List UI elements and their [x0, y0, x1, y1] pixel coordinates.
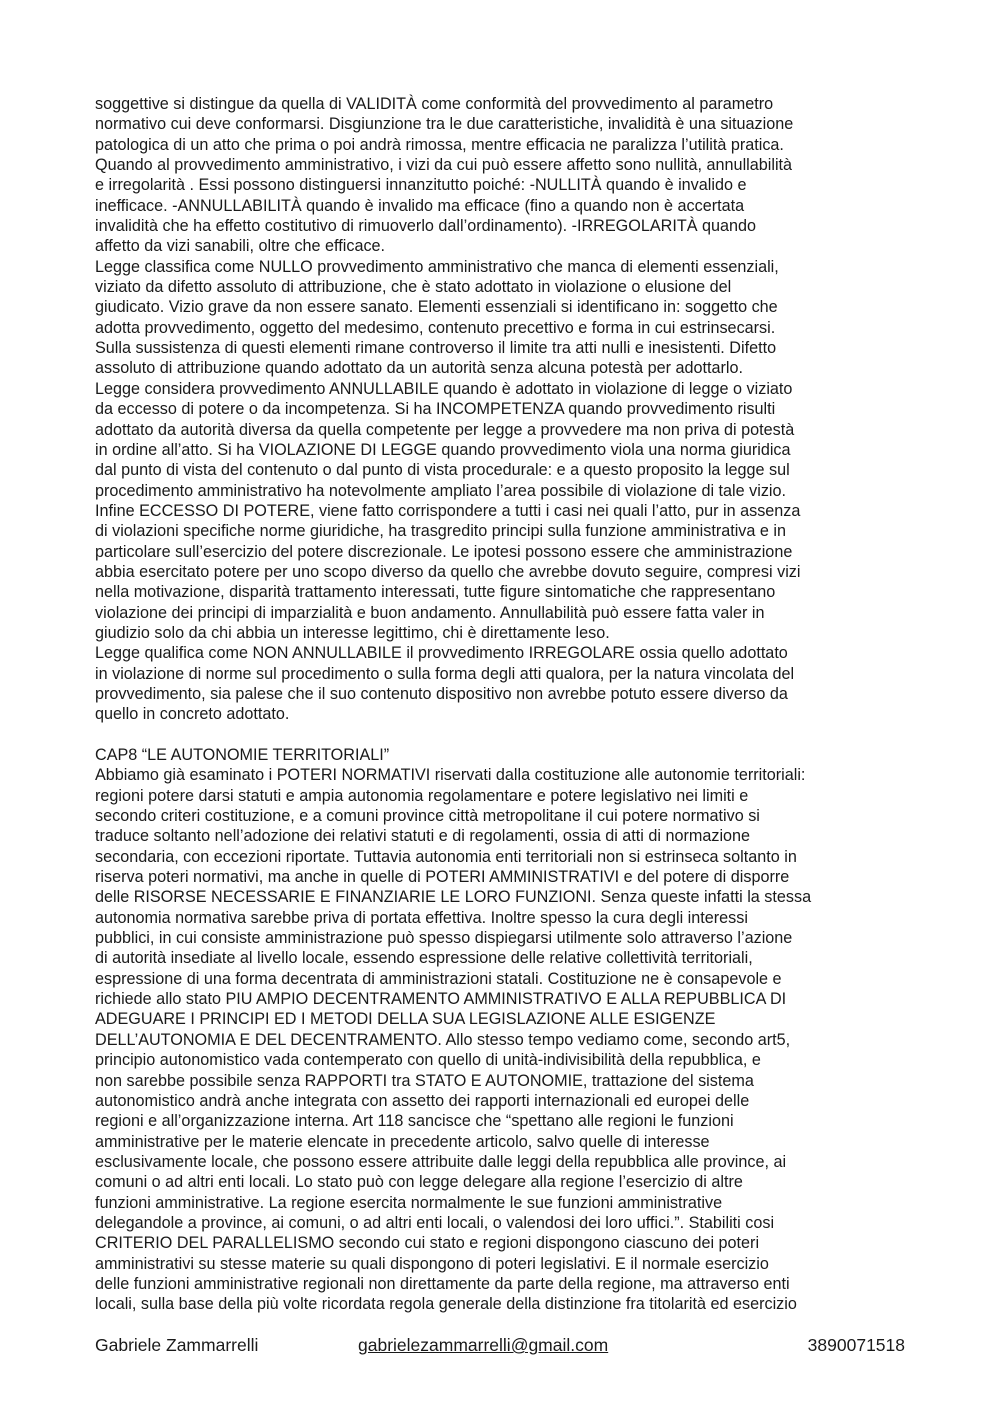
text-line: Infine ECCESSO DI POTERE, viene fatto corrispondere a tutti i casi nei quali l’atto, pur in assenza: [95, 501, 801, 520]
text-line: di autorità insediate al livello locale, essendo espressione delle relative collettività territoriali,: [95, 949, 753, 968]
text-line: amministrativi su stesse materie su quali dispongono di poteri legislativi. E il normale esercizio: [95, 1254, 769, 1273]
text-line: espressione di una forma decentrata di amministrazioni statali. Costituzione ne è consapevole e: [95, 969, 782, 988]
text-line: delegandole a province, ai comuni, o ad altri enti locali, o valendosi dei loro uffici.”. Stabiliti cosi: [95, 1213, 775, 1232]
text-line: di violazioni specifiche norme giuridiche, ha trasgredito principi sulla funzione amministrativa e in: [95, 522, 787, 541]
footer-phone: 3890071518: [807, 1335, 905, 1355]
text-line: provvedimento, sia palese che il suo contenuto dispositivo non avrebbe potuto essere diverso da: [95, 684, 788, 703]
text-line: non sarebbe possibile senza RAPPORTI tra STATO E AUTONOMIE, trattazione del sistema: [95, 1071, 754, 1090]
blank-line: [95, 725, 910, 745]
text-line: abbia esercitato potere per uno scopo diverso da quello che avrebbe dovuto seguire, compresi vizi: [95, 562, 801, 581]
text-line: amministrative per le materie elencate in precedente articolo, salvo quelle di interesse: [95, 1132, 710, 1151]
text-line: CRITERIO DEL PARALLELISMO secondo cui stato e regioni dispongono ciascuno dei poteri: [95, 1234, 760, 1253]
text-line: pubblici, in cui consiste amministrazione può spesso dispiegarsi utilmente solo attraverso l’azione: [95, 929, 793, 948]
text-line: funzioni amministrative. La regione esercita normalmente le sue funzioni amministrative: [95, 1193, 723, 1212]
text-line: Legge classifica come NULLO provvedimento amministrativo che manca di elementi essenziali,: [95, 257, 779, 276]
text-line: da eccesso di potere o da incompetenza. Si ha INCOMPETENZA quando provvedimento risulti: [95, 400, 776, 419]
text-line: esclusivamente locale, che possono essere attribuite dalle leggi della repubblica alle province, ai: [95, 1152, 787, 1171]
text-line: adottato da autorità diversa da quella competente per legge a provvedere ma non priva di potestà: [95, 420, 795, 439]
text-line: procedimento amministrativo ha notevolmente ampliato l’area possibile di violazione di tale vizio.: [95, 481, 787, 500]
text-line: dal punto di vista del contenuto o dal punto di vista procedurale: e a questo proposito la legge sul: [95, 461, 790, 480]
text-line: giudicato. Vizio grave da non essere sanato. Elementi essenziali si identificano in: soggetto che: [95, 298, 778, 317]
text-line: particolare sull’esercizio del potere discrezionale. Le ipotesi possono essere che amministrazione: [95, 542, 793, 561]
text-line: delle RISORSE NECESSARIE E FINANZIARIE LE LORO FUNZIONI. Senza queste infatti la stessa: [95, 888, 812, 907]
text-line: locali, sulla base della più volte ricordata regola generale della distinzione fra titolarità ed esercizio: [95, 1295, 797, 1314]
text-line: comuni o ad altri enti locali. Lo stato può con legge delegare alla regione l’esercizio di altre: [95, 1173, 743, 1192]
text-line: richiede allo stato PIU AMPIO DECENTRAMENTO AMMINISTRATIVO E ALLA REPUBBLICA DI: [95, 990, 787, 1009]
text-line: patologica di un atto che prima o poi andrà rimossa, mentre efficacia ne paralizza l’utilità pratica.: [95, 135, 784, 154]
text-line: nella motivazione, disparità trattamento interessati, tutte figure sintomatiche che rappresentano: [95, 583, 776, 602]
text-line: delle funzioni amministrative regionali non direttamente da parte della regione, ma attraverso enti: [95, 1274, 790, 1293]
footer-email-link[interactable]: gabrielezammarrelli@gmail.com: [358, 1335, 609, 1355]
text-line: secondaria, con eccezioni riportate. Tuttavia autonomia enti territoriali non si estrinseca soltanto in: [95, 847, 797, 866]
text-line: affetto da vizi sanabili, oltre che efficace.: [95, 237, 386, 256]
text-line: riserva poteri normativi, ma anche in quelle di POTERI AMMINISTRATIVI e del potere di disporre: [95, 868, 790, 887]
text-line: Legge qualifica come NON ANNULLABILE il provvedimento IRREGOLARE ossia quello adottato: [95, 644, 788, 663]
text-line: in ordine all’atto. Si ha VIOLAZIONE DI LEGGE quando provvedimento viola una norma giuridica: [95, 440, 791, 459]
text-line: secondo criteri costituzione, e a comuni province città metropolitane il cui potere normativo si: [95, 807, 760, 826]
text-line: ADEGUARE I PRINCIPI ED I METODI DELLA SUA LEGISLAZIONE ALLE ESIGENZE: [95, 1010, 716, 1029]
text-line: e irregolarità . Essi possono distinguersi innanzitutto poiché: -NULLITÀ quando è invalido e: [95, 176, 747, 195]
text-line: regioni e all’organizzazione interna. Art 118 sancisce che “spettano alle regioni le funzioni: [95, 1112, 734, 1131]
text-line: viziato da difetto assoluto di attribuzione, che è stato adottato in violazione o elusione del: [95, 278, 732, 297]
footer-author: Gabriele Zammarrelli: [95, 1335, 259, 1355]
text-line: Abbiamo già esaminato i POTERI NORMATIVI riservati dalla costituzione alle autonomie territoriali:: [95, 766, 806, 785]
text-line: traduce soltanto nell’adozione dei relativi statuti e di regolamenti, ossia di atti di normazione: [95, 827, 751, 846]
text-line: assoluto di attribuzione quando adottato da un autorità senza alcuna potestà per adottarlo.: [95, 359, 743, 378]
page-footer: [95, 1334, 905, 1358]
text-line: inefficace. -ANNULLABILITÀ quando è invalido ma efficace (fino a quando non è accertata: [95, 196, 745, 215]
text-line: invalidità che ha effetto costitutivo di rimuoverlo dall’ordinamento). -IRREGOLARITÀ quando: [95, 217, 757, 236]
text-line: CAP8 “LE AUTONOMIE TERRITORIALI”: [95, 746, 390, 764]
text-line: Sulla sussistenza di questi elementi rimane controverso il limite tra atti nulli e inesistenti. Difetto: [95, 339, 777, 358]
text-line: violazione dei principi di imparzialità e buon andamento. Annullabilità può essere fatta valer in: [95, 603, 765, 622]
document-body: [95, 94, 910, 1315]
text-line: soggettive si distingue da quella di VALIDITÀ come conformità del provvedimento al parametro: [95, 95, 774, 113]
text-line: adotta provvedimento, oggetto del medesimo, contenuto precettivo e forma in cui estrinsecarsi.: [95, 318, 776, 337]
text-line: Legge considera provvedimento ANNULLABILE quando è adottato in violazione di legge o viziato: [95, 379, 793, 398]
text-line: DELL’AUTONOMIA E DEL DECENTRAMENTO. Allo stesso tempo vediamo come, secondo art5,: [95, 1030, 791, 1049]
text-line: Quando al provvedimento amministrativo, i vizi da cui può essere affetto sono nullità, annullabilità: [95, 156, 793, 175]
text-line: in violazione di norme sul procedimento o sulla forma degli atti qualora, per la natura vincolata del: [95, 664, 795, 683]
text-line: autonomia normativa sarebbe priva di portata effettiva. Inoltre spesso la cura degli interessi: [95, 908, 748, 927]
text-line: normativo cui deve conformarsi. Disgiunzione tra le due caratteristiche, invalidità è una situazione: [95, 115, 794, 134]
text-line: principio autonomistico vada contemperato con quello di unità-indivisibilità della repubblica, e: [95, 1051, 761, 1070]
text-line: quello in concreto adottato.: [95, 705, 290, 724]
text-line: autonomistico andrà anche integrata con assetto dei rapporti internazionali ed europei delle: [95, 1091, 750, 1110]
text-line: regioni potere darsi statuti e ampia autonomia regolamentare e potere legislativo nei limiti e: [95, 786, 749, 805]
text-line: giudizio solo da chi abbia un interesse legittimo, chi è direttamente leso.: [95, 623, 610, 642]
